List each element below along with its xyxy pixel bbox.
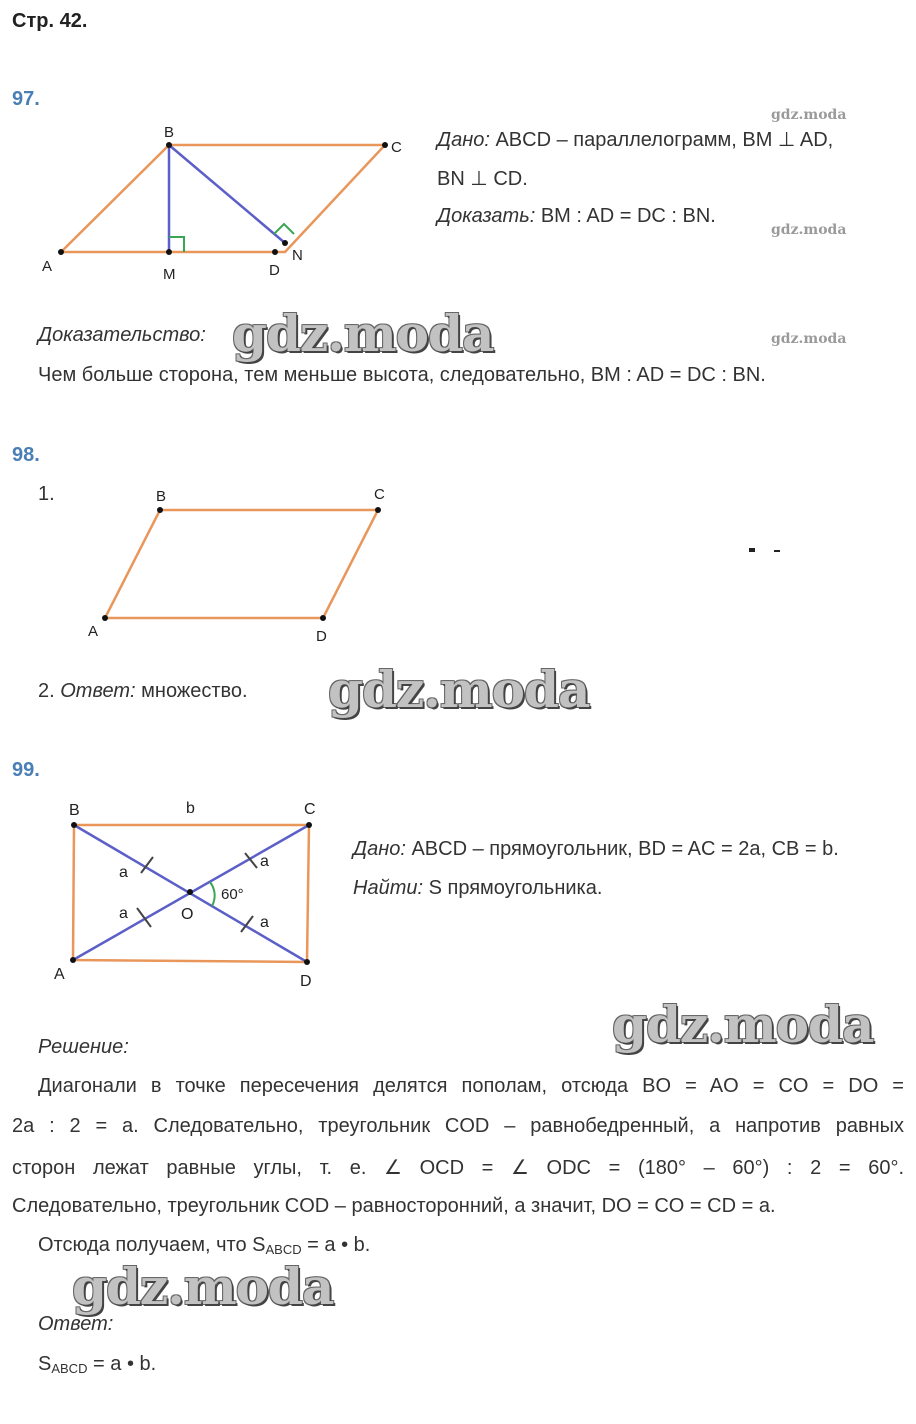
page-title: Стр. 42. (12, 10, 88, 32)
given-97-cont: BN ⊥ CD. (437, 168, 528, 190)
stray-marks (745, 544, 785, 556)
watermark-small: gdz.moda (771, 331, 847, 347)
given-97: Дано: ABCD – параллелограмм, BM ⊥ AD, (437, 129, 834, 151)
problem-98-number: 98. (12, 444, 40, 466)
answer-98: 2. Ответ: множество. (38, 680, 248, 702)
angle-arc-60 (210, 882, 215, 906)
label-c: C (374, 486, 385, 503)
watermark-big: gdz.moda (232, 304, 494, 363)
height-bn (169, 145, 285, 243)
label-b: B (156, 488, 167, 505)
parallelogram-abcd-98 (105, 510, 378, 618)
label-d: D (300, 973, 312, 990)
right-angle-n (274, 224, 294, 234)
solution-line-2: 2a : 2 = a. Следовательно, треугольник COD – равнобедренный, а напротив равных (12, 1115, 904, 1137)
label-angle-60: 60° (221, 886, 244, 903)
right-angle-m (169, 237, 184, 252)
item-1-98: 1. (38, 483, 55, 505)
label-a: A (88, 623, 99, 640)
watermark-small: gdz.moda (771, 222, 847, 238)
label-d: D (269, 262, 280, 279)
figure-99-rectangle (0, 790, 340, 990)
label-c: C (391, 139, 402, 156)
figure-98-parallelogram (0, 480, 420, 650)
problem-99-number: 99. (12, 759, 40, 781)
label-a-bo: a (119, 864, 128, 881)
proof-text-97: Чем больше сторона, тем меньше высота, следовательно, BM : AD = DC : BN. (38, 364, 766, 386)
label-b-side: b (186, 800, 195, 817)
parallelogram-abcd (61, 145, 385, 252)
watermark-big: gdz.moda (612, 995, 874, 1054)
label-a: A (54, 966, 65, 983)
label-b: B (69, 802, 80, 819)
proof-label-97: Доказательство: (38, 324, 206, 346)
solution-line-3: сторон лежат равные углы, т. е. ∠ OCD = ∠ ODC = (180° – 60°) : 2 = 60°. (12, 1157, 904, 1179)
label-b: B (164, 124, 175, 141)
label-o: O (181, 906, 194, 923)
figure-97-parallelogram (0, 110, 430, 290)
given-99: Дано: ABCD – прямоугольник, BD = AC = 2a, CB = b. (353, 838, 839, 860)
answer-99: $S_{ABCD} = a$ • b. (38, 1353, 157, 1376)
label-n: N (292, 247, 303, 264)
label-a-ao: a (119, 905, 128, 922)
label-c: C (304, 801, 316, 818)
label-d: D (316, 628, 327, 645)
label-m: M (163, 266, 176, 283)
problem-97-number: 97. (12, 88, 40, 110)
watermark-small: gdz.moda (771, 107, 847, 123)
find-99: Найти: S прямоугольника. (353, 877, 603, 899)
watermark-big: gdz.moda (328, 660, 590, 719)
label-a-do: a (260, 914, 269, 931)
solution-line-4: Следовательно, треугольник COD – равносторонний, а значит, DO = CO = CD = a. (12, 1195, 776, 1217)
label-a-co: a (260, 853, 269, 870)
label-a: A (42, 258, 53, 275)
solution-line-1: Диагонали в точке пересечения делятся пополам, отсюда BO = AO = CO = DO = (38, 1075, 904, 1097)
solution-line-5: Отсюда получаем, что $S_{ABCD} = a$ • b. (38, 1234, 371, 1257)
watermark-big: gdz.moda (72, 1257, 334, 1316)
prove-97: Доказать: BM : AD = DC : BN. (437, 205, 716, 227)
answer-label-99: Ответ: (38, 1313, 114, 1335)
solution-label-99: Решение: (38, 1036, 129, 1058)
